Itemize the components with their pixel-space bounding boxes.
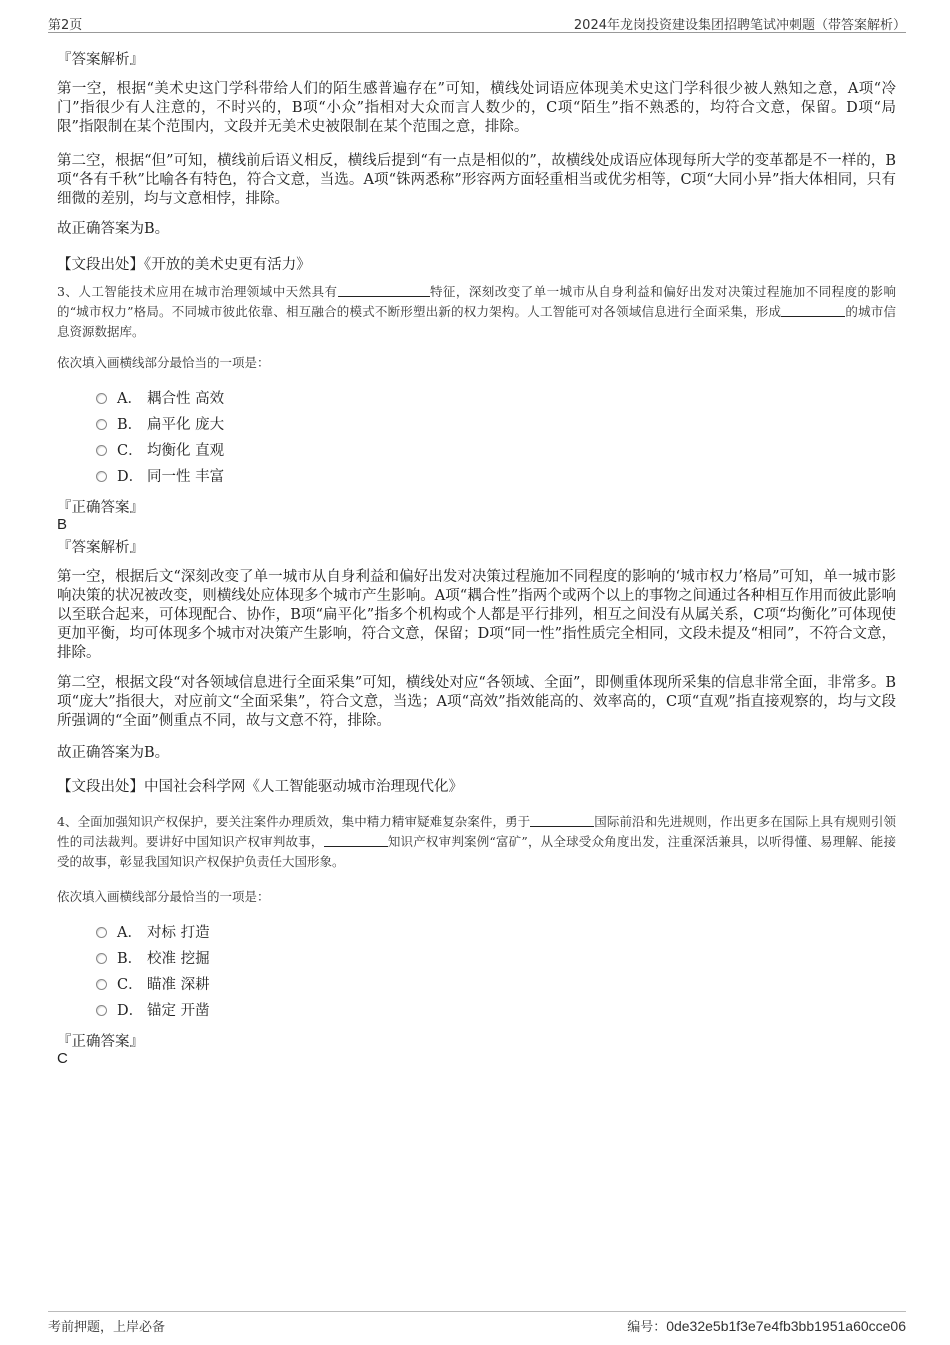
blank-1 [530,813,594,827]
q3-source: 【文段出处】中国社会科学网《人工智能驱动城市治理现代化》 [57,779,463,795]
q4-option-d[interactable]: D． 锚定 开凿 [96,1002,210,1020]
q3-option-b[interactable]: B． 扁平化 庞大 [96,416,224,434]
q4-option-a[interactable]: A． 对标 打造 [96,924,210,942]
blank-2 [781,303,845,317]
page-footer [48,1311,906,1336]
q3-answer-label: 『正确答案』 [57,500,144,516]
q2-analysis-paragraph-2: 第二空，根据“但”可知，横线前后语义相反，横线后提到“有一点是相似的”，故横线处成语应体现每所大学的变革都是不一样的，B项“各有千秋”比喻各有特色，符合文意，当选。A项“铢两悉称”形容两方面轻重相当或优劣相等，C项“大同小异”指大体相同，只有细微的差别，均与文意相悖，排除。 [57,153,896,207]
q4-option-c[interactable]: C． 瞄准 深耕 [96,976,210,994]
question-3-stem: 3、人工智能技术应用在城市治理领域中天然具有 特征，深刻改变了单一城市从自身利益和偏好出发对决策过程施加不同程度的影响的“城市权力”格局。不同城市彼此依靠、相互融合的模式不断形塑出新的权力架构。人工智能可对各领域信息进行全面采集，形成 的城市信息资源数据库。 [57,284,896,339]
q4-answer: C [57,1050,68,1067]
page-number: 第2页 [48,18,83,33]
radio-icon[interactable] [96,1005,107,1016]
document-code: 编号：0de32e5b1f3e7e4fb3bb1951a60cce06 [627,1318,906,1335]
document-title: 2024年龙岗投资建设集团招聘笔试冲刺题（带答案解析） [573,18,906,33]
q3-option-a[interactable]: A． 耦合性 高效 [96,390,224,408]
q3-option-c[interactable]: C． 均衡化 直观 [96,442,224,460]
q3-analysis-label: 『答案解析』 [57,540,144,556]
q3-option-d[interactable]: D． 同一性 丰富 [96,468,224,486]
q3-analysis-paragraph-2: 第二空，根据文段“对各领域信息进行全面采集”可知，横线处对应“各领域、全面”，即侧重体现所采集的信息非常全面，非常多。B项“庞大”指很大，对应前文“全面采集”，符合文意，当选；A项“高效”指效能高的、效率高的，C项“直观”指直接观察的，均与文段所强调的“全面”侧重点不同，故与文意不符，排除。 [57,675,896,729]
radio-icon[interactable] [96,419,107,430]
q4-option-b[interactable]: B． 校准 挖掘 [96,950,210,968]
q4-answer-label: 『正确答案』 [57,1034,144,1050]
question-4-prompt: 依次填入画横线部分最恰当的一项是： [57,889,270,904]
radio-icon[interactable] [96,471,107,482]
question-3-prompt: 依次填入画横线部分最恰当的一项是： [57,355,270,370]
q2-conclusion: 故正确答案为B。 [57,221,170,237]
question-4-stem: 4、全面加强知识产权保护，要关注案件办理质效，集中精力精审疑难复杂案件，勇于 国际前沿和先进规则，作出更多在国际上具有规则引领性的司法裁判。要讲好中国知识产权审判故事， 知识产权审判案例“富矿”，从全球受众角度出发，注重深活兼具，以听得懂、易理解、能接受的故事，彰显我国知识产权保护负责任大国形象。 [57,814,896,869]
radio-icon[interactable] [96,393,107,404]
radio-icon[interactable] [96,927,107,938]
radio-icon[interactable] [96,979,107,990]
q3-conclusion: 故正确答案为B。 [57,745,170,761]
q3-answer: B [57,516,68,533]
radio-icon[interactable] [96,953,107,964]
radio-icon[interactable] [96,445,107,456]
q2-analysis-label: 『答案解析』 [57,52,144,68]
page-header [48,10,906,33]
blank-1 [338,283,430,297]
q2-analysis-paragraph-1: 第一空，根据“美术史这门学科带给人们的陌生感普遍存在”可知，横线处词语应体现美术史这门学科很少被人熟知之意，A项“冷门”指很少有人注意的，不时兴的，B项“小众”指相对大众而言人数少的，C项“陌生”指不熟悉的，均符合文意，保留。D项“局限”指限制在某个范围内，文段并无美术史被限制在某个范围之意，排除。 [57,81,896,135]
blank-2 [324,833,388,847]
q2-source: 【文段出处】《开放的美术史更有活力》 [57,257,311,273]
footer-slogan: 考前押题，上岸必备 [48,1320,166,1335]
q3-analysis-paragraph-1: 第一空，根据后文“深刻改变了单一城市从自身利益和偏好出发对决策过程施加不同程度的影响的‘城市权力’格局”可知，单一城市影响决策的状况被改变，则横线处应体现多个城市产生影响。A项“耦合性”指两个或两个以上的事物之间通过各种相互作用而彼此影响以至联合起来，可体现配合、协作，B项“扁平化”指多个机构或个人都是平行排列，相互之间没有从属关系，C项“均衡化”可体现使更加平衡，均可体现多个城市对决策产生影响，符合文意，保留；D项“同一性”指性质完全相同，文段未提及“相同”，不符合文意，排除。 [57,569,896,661]
